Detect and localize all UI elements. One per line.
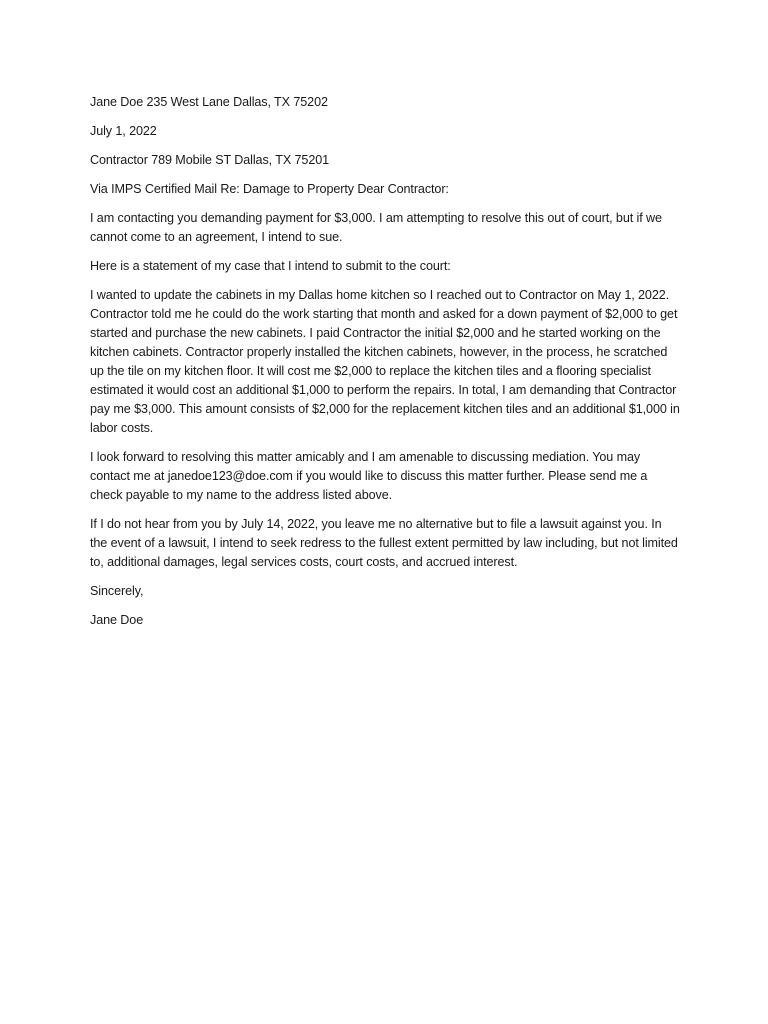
letter-date: July 1, 2022 xyxy=(90,124,157,138)
paragraph-demand: I am contacting you demanding payment for $3,000. I am attempting to resolve this out of court, but if we cannot come to an agreement, I intend to sue. xyxy=(90,211,662,244)
paragraph-deadline: If I do not hear from you by July 14, 2022, you leave me no alternative but to file a lawsuit against you. In the event of a lawsuit, I intend to seek redress to the fullest extent permitted by law including, but not limited to, additional damages, legal services costs, court costs, and accrued interest. xyxy=(90,517,678,569)
signature-name: Jane Doe xyxy=(90,613,144,627)
paragraph-resolution: I look forward to resolving this matter amicably and I am amenable to discussing mediation. You may contact me at janedoe123@doe.com if you would like to discuss this matter further. Please send me a check payable to my name to the address listed above. xyxy=(90,450,648,502)
paragraph-statement-intro: Here is a statement of my case that I intend to submit to the court: xyxy=(90,259,451,273)
sender-address: Jane Doe 235 West Lane Dallas, TX 75202 xyxy=(90,95,328,109)
closing: Sincerely, xyxy=(90,584,144,598)
letter-body xyxy=(90,93,680,630)
paragraph-case-details: I wanted to update the cabinets in my Dallas home kitchen so I reached out to Contractor on May 1, 2022. Contractor told me he could do the work starting that month and asked for a down payment of $2,000 to get started and purchase the new cabinets. I paid Contractor the initial $2,000 and he started working on the kitchen cabinets. Contractor properly installed the kitchen cabinets, however, in the process, he scratched up the tile on my kitchen floor. It will cost me $2,000 to replace the kitchen tiles and a flooring specialist estimated it would cost an additional $1,000 to perform the repairs. In total, I am demanding that Contractor pay me $3,000. This amount consists of $2,000 for the replacement kitchen tiles and an additional $1,000 in labor costs. xyxy=(90,288,680,435)
recipient-address: Contractor 789 Mobile ST Dallas, TX 75201 xyxy=(90,153,330,167)
subject-line: Via IMPS Certified Mail Re: Damage to Property Dear Contractor: xyxy=(90,182,449,196)
